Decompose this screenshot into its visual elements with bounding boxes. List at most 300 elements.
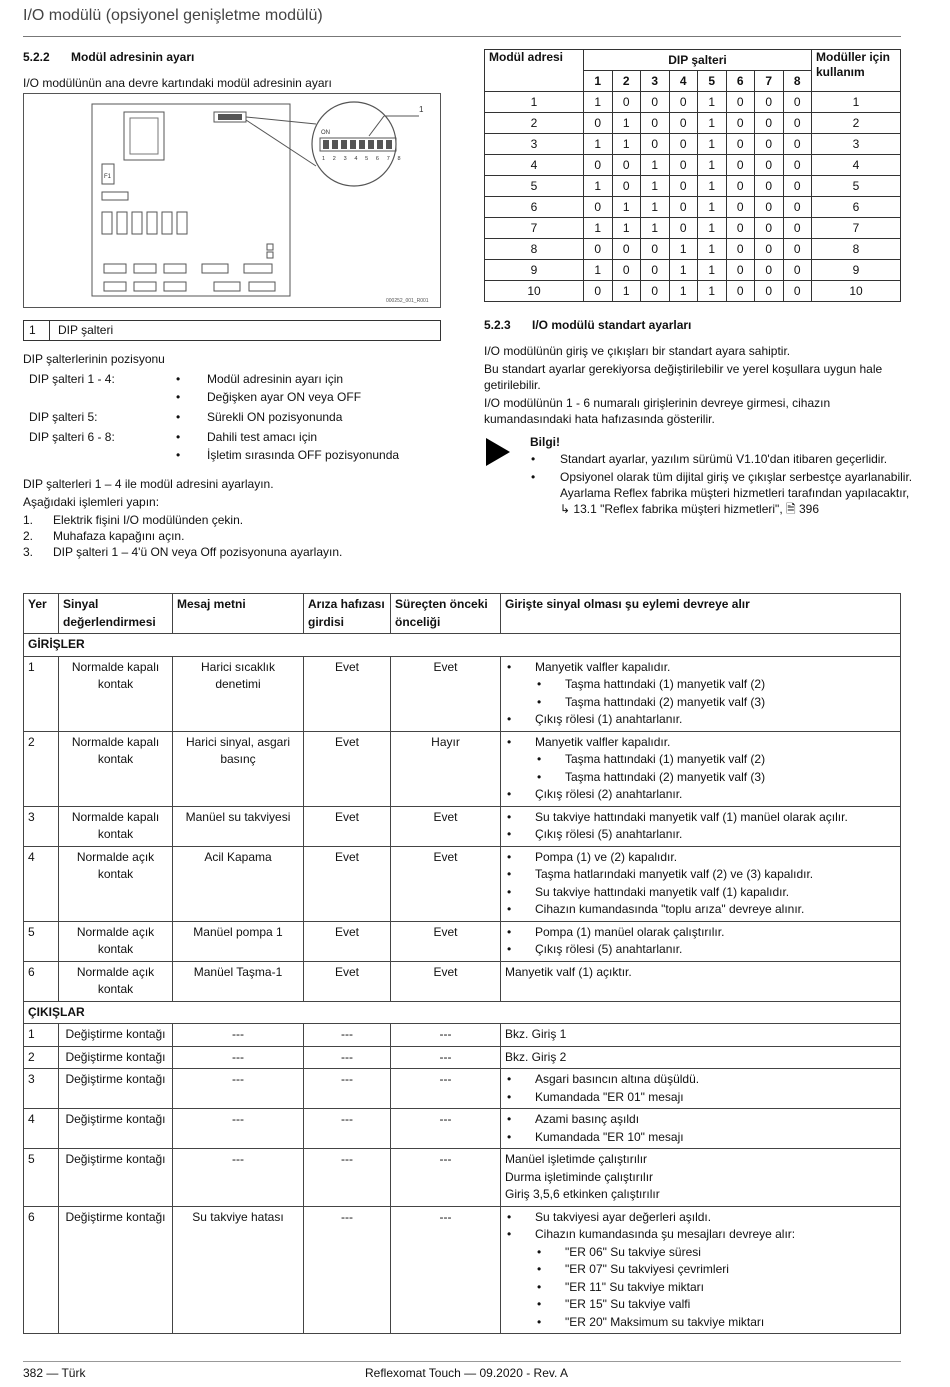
action-list <box>505 849 896 919</box>
dip-value-cell: 0 <box>755 218 784 239</box>
cross-reference-link[interactable]: ↳ 13.1 "Reflex fabrika müşteri hizmetleri", 🗎 396 <box>560 502 819 516</box>
action-list <box>505 809 896 844</box>
table-row <box>24 1024 901 1047</box>
module-board-diagram <box>23 93 441 308</box>
position-cell: 6 <box>24 961 59 1001</box>
step-number: 2. <box>23 529 34 543</box>
dip-value-cell: 0 <box>755 134 784 155</box>
action-cell <box>501 1069 901 1109</box>
priority-cell: Evet <box>391 846 501 921</box>
position-cell: 3 <box>24 806 59 846</box>
dip-number-header: 7 <box>755 71 784 92</box>
table-row <box>485 260 901 281</box>
action-list <box>505 1111 896 1146</box>
position-cell: 2 <box>24 1046 59 1069</box>
message-cell: --- <box>173 1024 304 1047</box>
action-cell <box>501 961 901 1001</box>
position-cell: 1 <box>24 656 59 731</box>
position-item: Dahili test amacı için <box>207 430 318 444</box>
module-use-cell: 5 <box>812 176 901 197</box>
dip-value-cell: 0 <box>755 113 784 134</box>
memory-cell: --- <box>304 1206 391 1334</box>
action-item: • Su takviye hattındaki manyetik valf (1) manüel olarak açılır. <box>505 809 896 827</box>
memory-cell: Evet <box>304 806 391 846</box>
dip-value-cell: 1 <box>612 134 641 155</box>
module-address-cell: 7 <box>485 218 584 239</box>
section-522-heading <box>23 50 194 64</box>
dip-value-cell: 0 <box>726 113 755 134</box>
position-cell: 4 <box>24 846 59 921</box>
std-text-2b: getirilebilir. <box>484 378 541 392</box>
section-number: 5.2.3 <box>484 318 511 332</box>
position-label-3: DIP şalteri 6 - 8: <box>29 430 115 444</box>
dip-value-cell: 0 <box>755 176 784 197</box>
dip-value-cell: 0 <box>783 155 812 176</box>
dip-value-cell: 1 <box>612 281 641 302</box>
dip-value-cell: 0 <box>584 155 613 176</box>
dip-value-cell: 1 <box>698 239 727 260</box>
position-item: İşletim sırasında OFF pozisyonunda <box>207 448 400 462</box>
dip-value-cell: 0 <box>584 239 613 260</box>
action-item: • Manyetik valfler kapalıdır. <box>505 659 896 677</box>
dip-value-cell: 0 <box>612 155 641 176</box>
section-title: I/O modülü standart ayarları <box>532 318 692 332</box>
module-use-cell: 9 <box>812 260 901 281</box>
table-row <box>485 176 901 197</box>
dip-value-cell: 0 <box>641 134 670 155</box>
message-cell: Harici sinyal, asgari basınç <box>173 731 304 806</box>
dip-value-cell: 0 <box>726 92 755 113</box>
fuse-label: F1 <box>104 174 112 180</box>
module-use-cell: 10 <box>812 281 901 302</box>
action-item: • Taşma hatlarındaki manyetik valf (2) ve (3) kapalıdır. <box>505 866 896 884</box>
footer-document: Reflexomat Touch — 09.2020 - Rev. A <box>365 1366 568 1380</box>
signal-cell: Normalde açık kontak <box>59 921 173 961</box>
table-row <box>24 1109 901 1149</box>
dip-number-header: 5 <box>698 71 727 92</box>
action-list <box>505 924 896 959</box>
std-text-3a: I/O modülünün 1 - 6 numaralı girişlerinin devreye girmesi, cihazın <box>484 396 831 410</box>
action-item: • Pompa (1) manüel olarak çalıştırılır. <box>505 924 896 942</box>
action-list <box>505 1209 896 1332</box>
memory-cell: Evet <box>304 656 391 731</box>
table-row <box>24 846 901 921</box>
step-text: DIP şalteri 1 – 4'ü ON veya Off pozisyonuna ayarlayın. <box>53 545 343 559</box>
dip-value-cell: 0 <box>726 134 755 155</box>
position-label-2: DIP şalteri 5: <box>29 410 98 424</box>
group-row <box>24 1001 901 1024</box>
action-item: • Manyetik valfler kapalıdır. <box>505 734 896 752</box>
table-row <box>24 921 901 961</box>
dip-value-cell: 0 <box>783 134 812 155</box>
section-title: Modül adresinin ayarı <box>71 50 195 64</box>
dip-value-cell: 0 <box>726 197 755 218</box>
module-address-cell: 3 <box>485 134 584 155</box>
position-cell: 5 <box>24 921 59 961</box>
dip-value-cell: 0 <box>641 92 670 113</box>
action-cell <box>501 806 901 846</box>
dip-value-cell: 0 <box>755 239 784 260</box>
action-item: • Cihazın kumandasında "toplu arıza" devreye alınır. <box>505 901 896 919</box>
dip-value-cell: 0 <box>612 239 641 260</box>
action-item: • Çıkış rölesi (1) anahtarlanır. <box>505 711 896 729</box>
module-use-cell: 4 <box>812 155 901 176</box>
dip-value-cell: 0 <box>726 176 755 197</box>
action-text: Manüel işletimde çalıştırılır <box>505 1152 648 1166</box>
page-header-title: I/O modülü (opsiyonel genişletme modülü) <box>23 7 323 24</box>
section-522-intro: I/O modülünün ana devre kartındaki modül adresinin ayarı <box>23 76 332 90</box>
action-list <box>505 659 896 729</box>
table-row <box>485 197 901 218</box>
dip-value-cell: 0 <box>755 281 784 302</box>
std-text-2a: Bu standart ayarlar gerekiyorsa değiştirilebilir ve yerel koşullara uygun hale <box>484 362 883 376</box>
module-use-cell: 1 <box>812 92 901 113</box>
action-item: • Çıkış rölesi (5) anahtarlanır. <box>505 826 896 844</box>
col-header: Süreçten önceki önceliği <box>391 594 501 634</box>
dip-value-cell: 0 <box>783 218 812 239</box>
dip-value-cell: 0 <box>669 113 698 134</box>
message-cell: Harici sıcaklık denetimi <box>173 656 304 731</box>
dip-value-cell: 1 <box>584 260 613 281</box>
signal-cell: Normalde kapalı kontak <box>59 656 173 731</box>
dip-value-cell: 0 <box>755 155 784 176</box>
memory-cell: --- <box>304 1109 391 1149</box>
dip-value-cell: 1 <box>641 155 670 176</box>
info-item-cont: Ayarlama Reflex fabrika müşteri hizmetleri tarafından yapılacaktır, <box>560 486 910 500</box>
after-text-1: DIP şalterleri 1 – 4 ile modül adresini ayarlayın. <box>23 477 274 491</box>
priority-cell: --- <box>391 1069 501 1109</box>
dip-value-cell: 1 <box>698 155 727 176</box>
col-header: Girişte sinyal olması şu eylemi devreye alır <box>501 594 901 634</box>
priority-cell: --- <box>391 1046 501 1069</box>
dip-value-cell: 1 <box>698 281 727 302</box>
info-item: Opsiyonel olarak tüm dijital giriş ve çıkışlar serbestçe ayarlanabilir. <box>560 470 913 484</box>
col-address-header: Modül adresi <box>485 50 584 92</box>
dip-value-cell: 0 <box>783 92 812 113</box>
action-cell <box>501 1149 901 1207</box>
action-text: Manyetik valf (1) açıktır. <box>505 964 632 979</box>
action-item: • Çıkış rölesi (5) anahtarlanır. <box>505 941 896 959</box>
dip-value-cell: 0 <box>612 92 641 113</box>
group-label: GİRİŞLER <box>24 634 901 657</box>
action-item: • "ER 20" Maksimum su takviye miktarı <box>505 1314 896 1332</box>
section-523-heading <box>484 318 691 332</box>
dip-value-cell: 1 <box>669 239 698 260</box>
priority-cell: Evet <box>391 656 501 731</box>
memory-cell: --- <box>304 1069 391 1109</box>
priority-cell: Evet <box>391 921 501 961</box>
diagram-code: 000252_001_R001 <box>386 298 429 304</box>
message-cell: Su takviye hatası <box>173 1206 304 1334</box>
action-text: Durma işletiminde çalıştırılır <box>505 1169 654 1184</box>
message-cell: --- <box>173 1069 304 1109</box>
position-cell: 2 <box>24 731 59 806</box>
priority-cell: Evet <box>391 806 501 846</box>
table-row <box>24 806 901 846</box>
action-item: • Pompa (1) ve (2) kapalıdır. <box>505 849 896 867</box>
dip-on-label: ON <box>321 130 330 136</box>
std-text-1: I/O modülünün giriş ve çıkışları bir standart ayara sahiptir. <box>484 344 791 358</box>
dip-value-cell: 0 <box>641 281 670 302</box>
dip-value-cell: 1 <box>698 92 727 113</box>
dip-value-cell: 1 <box>584 134 613 155</box>
module-address-cell: 5 <box>485 176 584 197</box>
dip-value-cell: 0 <box>783 239 812 260</box>
bullet: • <box>176 390 181 404</box>
bullet: • <box>176 372 181 386</box>
position-item: Modül adresinin ayarı için <box>207 372 344 386</box>
dip-value-cell: 1 <box>612 197 641 218</box>
dip-value-cell: 0 <box>783 281 812 302</box>
memory-cell: Evet <box>304 921 391 961</box>
signal-cell: Normalde açık kontak <box>59 961 173 1001</box>
priority-cell: --- <box>391 1149 501 1207</box>
dip-value-cell: 0 <box>669 176 698 197</box>
message-cell: Manüel Taşma-1 <box>173 961 304 1001</box>
dip-value-cell: 1 <box>669 260 698 281</box>
module-use-cell: 2 <box>812 113 901 134</box>
position-cell: 3 <box>24 1069 59 1109</box>
dip-value-cell: 1 <box>641 176 670 197</box>
dip-value-cell: 0 <box>755 92 784 113</box>
dip-value-cell: 1 <box>698 176 727 197</box>
dip-value-cell: 0 <box>669 197 698 218</box>
module-address-cell: 9 <box>485 260 584 281</box>
positions-heading: DIP şalterlerinin pozisyonu <box>23 352 165 366</box>
bullet: • <box>176 448 181 462</box>
action-cell <box>501 731 901 806</box>
dip-value-cell: 0 <box>726 239 755 260</box>
dip-value-cell: 0 <box>584 281 613 302</box>
header-divider <box>23 36 901 37</box>
action-cell <box>501 1024 901 1047</box>
dip-value-cell: 0 <box>783 176 812 197</box>
table-row <box>485 92 901 113</box>
col-use-header: Modüller için kullanım <box>812 50 901 92</box>
dip-value-cell: 1 <box>584 218 613 239</box>
dip-value-cell: 0 <box>669 134 698 155</box>
dip-value-cell: 0 <box>783 260 812 281</box>
module-address-cell: 2 <box>485 113 584 134</box>
table-row <box>485 281 901 302</box>
footer-divider <box>23 1361 901 1362</box>
legend-number: 1 <box>24 321 50 340</box>
after-text-2: Aşağıdaki işlemleri yapın: <box>23 495 160 509</box>
position-label-1: DIP şalteri 1 - 4: <box>29 372 115 386</box>
module-use-cell: 8 <box>812 239 901 260</box>
action-item: • Taşma hattındaki (1) manyetik valf (2) <box>505 751 896 769</box>
memory-cell: Evet <box>304 846 391 921</box>
dip-value-cell: 0 <box>755 260 784 281</box>
dip-value-cell: 0 <box>669 92 698 113</box>
action-item: • "ER 11" Su takviye miktarı <box>505 1279 896 1297</box>
priority-cell: --- <box>391 1206 501 1334</box>
message-cell: Manüel pompa 1 <box>173 921 304 961</box>
action-cell <box>501 1046 901 1069</box>
legend-text: DIP şalteri <box>58 323 114 337</box>
table-row <box>485 155 901 176</box>
step-text: Elektrik fişini I/O modülünden çekin. <box>53 513 244 527</box>
dip-value-cell: 0 <box>669 155 698 176</box>
action-cell <box>501 846 901 921</box>
priority-cell: --- <box>391 1109 501 1149</box>
action-text: Bkz. Giriş 1 <box>505 1027 567 1041</box>
info-title: Bilgi! <box>530 435 560 449</box>
table-row <box>24 656 901 731</box>
module-address-cell: 10 <box>485 281 584 302</box>
priority-cell: Evet <box>391 961 501 1001</box>
action-item: • Cihazın kumandasında şu mesajları devreye alır: <box>505 1226 896 1244</box>
table-row <box>24 731 901 806</box>
dip-value-cell: 0 <box>584 197 613 218</box>
action-item: • Taşma hattındaki (2) manyetik valf (3) <box>505 694 896 712</box>
dip-value-cell: 0 <box>726 155 755 176</box>
dip-number-header: 1 <box>584 71 613 92</box>
module-use-cell: 3 <box>812 134 901 155</box>
action-item: • "ER 06" Su takviye süresi <box>505 1244 896 1262</box>
action-list <box>505 1071 896 1106</box>
dip-value-cell: 1 <box>698 134 727 155</box>
action-item: • Çıkış rölesi (2) anahtarlanır. <box>505 786 896 804</box>
dip-value-cell: 0 <box>641 239 670 260</box>
action-item: • Su takviyesi ayar değerleri aşıldı. <box>505 1209 896 1227</box>
position-item: Değişken ayar ON veya OFF <box>207 390 362 404</box>
action-item: • "ER 15" Su takviye valfi <box>505 1296 896 1314</box>
signal-cell: Normalde kapalı kontak <box>59 731 173 806</box>
position-cell: 1 <box>24 1024 59 1047</box>
section-number: 5.2.2 <box>23 50 50 64</box>
module-address-cell: 8 <box>485 239 584 260</box>
footer-page: 382 — Türk <box>23 1366 86 1380</box>
memory-cell: --- <box>304 1046 391 1069</box>
dip-value-cell: 0 <box>726 260 755 281</box>
dip-value-cell: 0 <box>584 113 613 134</box>
table-row <box>24 1206 901 1334</box>
dip-number-header: 6 <box>726 71 755 92</box>
action-cell <box>501 1109 901 1149</box>
info-item: Standart ayarlar, yazılım sürümü V1.10'dan itibaren geçerlidir. <box>560 452 888 466</box>
dip-address-table <box>484 49 901 302</box>
dip-value-cell: 1 <box>584 92 613 113</box>
module-address-cell: 4 <box>485 155 584 176</box>
message-cell: --- <box>173 1109 304 1149</box>
col-header: Arıza hafızası girdisi <box>304 594 391 634</box>
dip-legend-box <box>23 320 441 341</box>
memory-cell: Evet <box>304 961 391 1001</box>
signal-cell: Normalde açık kontak <box>59 846 173 921</box>
action-text: Bkz. Giriş 2 <box>505 1049 567 1064</box>
action-item: • Taşma hattındaki (2) manyetik valf (3) <box>505 769 896 787</box>
action-text: Giriş 3,5,6 etkinken çalıştırılır <box>505 1187 660 1201</box>
col-dip-header: DIP şalteri <box>584 50 812 71</box>
dip-value-cell: 1 <box>641 218 670 239</box>
callout-number: 1 <box>419 105 424 114</box>
dip-value-cell: 1 <box>698 218 727 239</box>
position-cell: 5 <box>24 1149 59 1207</box>
dip-value-cell: 1 <box>698 113 727 134</box>
action-item: • "ER 07" Su takviyesi çevrimleri <box>505 1261 896 1279</box>
dip-value-cell: 0 <box>726 218 755 239</box>
table-row <box>485 113 901 134</box>
signal-cell: Normalde kapalı kontak <box>59 806 173 846</box>
signal-cell: Değiştirme kontağı <box>59 1024 173 1047</box>
dip-number-header: 4 <box>669 71 698 92</box>
action-cell <box>501 1206 901 1334</box>
step-number: 3. <box>23 545 34 559</box>
action-item: • Su takviye hattındaki manyetik valf (1) kapalıdır. <box>505 884 896 902</box>
dip-value-cell: 0 <box>726 281 755 302</box>
group-row <box>24 634 901 657</box>
bullet: • <box>531 452 536 466</box>
module-use-cell: 6 <box>812 197 901 218</box>
position-item: Sürekli ON pozisyonunda <box>207 410 343 424</box>
memory-cell: --- <box>304 1024 391 1047</box>
action-item: • Asgari basıncın altına düşüldü. <box>505 1071 896 1089</box>
memory-cell: Evet <box>304 731 391 806</box>
signal-cell: Değiştirme kontağı <box>59 1109 173 1149</box>
dip-value-cell: 1 <box>612 113 641 134</box>
io-assignment-table <box>23 593 901 1334</box>
dip-value-cell: 1 <box>612 218 641 239</box>
memory-cell: --- <box>304 1149 391 1207</box>
priority-cell: --- <box>391 1024 501 1047</box>
action-item: • Taşma hattındaki (1) manyetik valf (2) <box>505 676 896 694</box>
priority-cell: Hayır <box>391 731 501 806</box>
bullet: • <box>176 410 181 424</box>
dip-number-header: 3 <box>641 71 670 92</box>
message-cell: --- <box>173 1046 304 1069</box>
col-header: Sinyal değerlendirmesi <box>59 594 173 634</box>
action-item: • Kumandada "ER 01" mesajı <box>505 1089 896 1107</box>
group-label: ÇIKIŞLAR <box>24 1001 901 1024</box>
col-header: Yer <box>24 594 59 634</box>
message-cell: Manüel su takviyesi <box>173 806 304 846</box>
dip-value-cell: 1 <box>698 260 727 281</box>
table-row <box>24 1046 901 1069</box>
table-row <box>485 134 901 155</box>
dip-value-cell: 0 <box>755 197 784 218</box>
dip-value-cell: 1 <box>641 197 670 218</box>
table-row <box>24 961 901 1001</box>
bullet: • <box>531 470 536 484</box>
signal-cell: Değiştirme kontağı <box>59 1206 173 1334</box>
dip-value-cell: 1 <box>584 176 613 197</box>
dip-numbers-label: 1 2 3 4 5 6 7 8 <box>322 156 404 162</box>
module-use-cell: 7 <box>812 218 901 239</box>
module-address-cell: 1 <box>485 92 584 113</box>
step-text: Muhafaza kapağını açın. <box>53 529 185 543</box>
dip-value-cell: 0 <box>783 113 812 134</box>
table-row <box>485 239 901 260</box>
dip-value-cell: 0 <box>612 176 641 197</box>
dip-value-cell: 0 <box>783 197 812 218</box>
dip-value-cell: 0 <box>641 260 670 281</box>
position-cell: 4 <box>24 1109 59 1149</box>
action-list <box>505 734 896 804</box>
table-row <box>24 1069 901 1109</box>
dip-value-cell: 0 <box>641 113 670 134</box>
step-number: 1. <box>23 513 34 527</box>
col-header: Mesaj metni <box>173 594 304 634</box>
module-address-cell: 6 <box>485 197 584 218</box>
table-row <box>24 1149 901 1207</box>
action-cell <box>501 921 901 961</box>
action-cell <box>501 656 901 731</box>
bullet: • <box>176 430 181 444</box>
dip-value-cell: 1 <box>698 197 727 218</box>
message-cell: Acil Kapama <box>173 846 304 921</box>
message-cell: --- <box>173 1149 304 1207</box>
